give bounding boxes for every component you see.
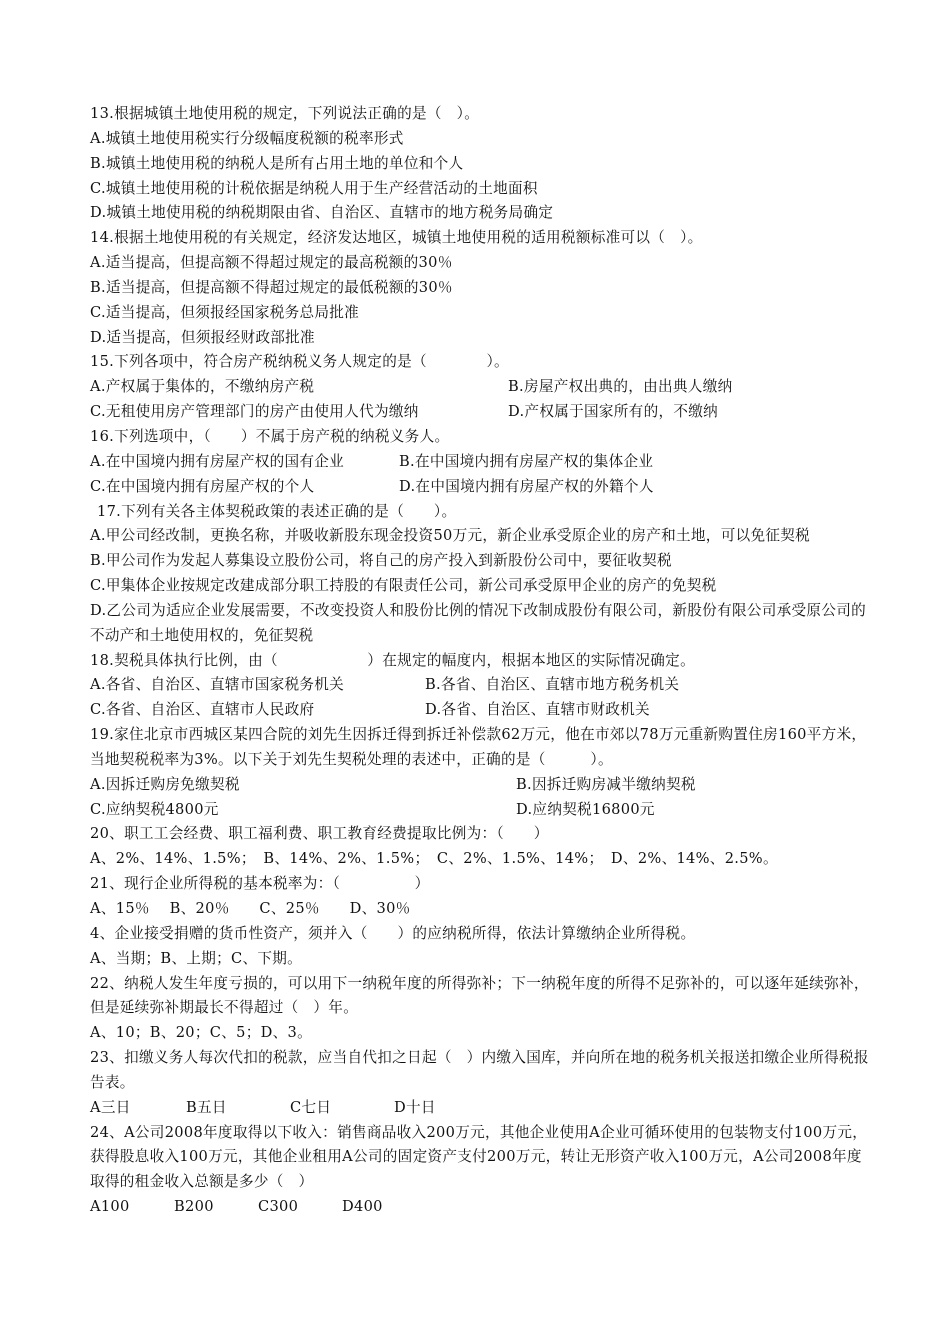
question-21-options: A、15％ B、20％ C、25％ D、30％ <box>90 900 411 917</box>
question-15-option-d: D.产权属于国家所有的，不缴纳 <box>508 403 719 421</box>
question-17-option-a: A.甲公司经改制，更换名称，并吸收新股东现金投资50万元，新企业承受原企业的房产和土地，可以免征契税 <box>90 527 811 545</box>
question-16-options-row-1 <box>90 450 870 475</box>
question-15-options-row-1 <box>90 375 870 400</box>
question-14-option-a: A.适当提高，但提高额不得超过规定的最高税额的30％ <box>90 254 453 272</box>
question-4-stem: 4、企业接受捐赠的货币性资产，须并入（ ）的应纳税所得，依法计算缴纳企业所得税。 <box>90 924 696 942</box>
question-23-option-b: B五日 <box>186 1098 227 1116</box>
question-14-option-d: D.适当提高，但须报经财政部批准 <box>90 328 315 346</box>
question-23-option-a: A三日 <box>90 1098 131 1116</box>
question-16-option-c: C.在中国境内拥有房屋产权的个人 <box>90 477 315 495</box>
question-23-option-d: D十日 <box>394 1098 436 1116</box>
question-13-option-d: D.城镇土地使用税的纳税期限由省、自治区、直辖市的地方税务局确定 <box>90 204 554 222</box>
question-14-stem: 14.根据土地使用税的有关规定，经济发达地区，城镇土地使用税的适用税额标准可以（ ）。 <box>90 229 703 247</box>
question-13-option-a: A.城镇土地使用税实行分级幅度税额的税率形式 <box>90 129 404 147</box>
question-20-stem: 20、职工工会经费、职工福利费、职工教育经费提取比例为：（ ） <box>90 825 549 843</box>
question-24-stem: 24、A公司2008年度取得以下收入：销售商品收入200万元，其他企业使用A企业可循环使用的包装物支付100万元，获得股息收入100万元，其他企业租用A公司的固定资产支付200万元，转让无形资产收入100万元，A公司2008年度取得的租金收入总额是多少（ ） <box>90 1123 868 1191</box>
question-20-options: A、2%、14%、1.5%； B、14%、2%、1.5%； C、2%、1.5%、14%； D、2%、14%、2.5%。 <box>90 850 778 868</box>
question-24-option-a: A100 <box>90 1198 130 1216</box>
exam-document <box>90 102 870 1220</box>
question-21-stem: 21、现行企业所得税的基本税率为：（ ） <box>90 875 430 893</box>
question-15-stem: 15.下列各项中，符合房产税纳税义务人规定的是（ ）。 <box>90 353 509 371</box>
question-24-option-b: B200 <box>174 1198 214 1216</box>
question-19-option-c: C.应纳契税4800元 <box>90 800 219 818</box>
question-13-option-b: B.城镇土地使用税的纳税人是所有占用土地的单位和个人 <box>90 154 464 172</box>
question-23-options-row <box>90 1096 870 1121</box>
question-16-option-b: B.在中国境内拥有房屋产权的集体企业 <box>399 452 654 470</box>
question-14-option-b: B.适当提高，但提高额不得超过规定的最低税额的30％ <box>90 278 453 296</box>
question-15-option-b: B.房屋产权出典的，由出典人缴纳 <box>508 378 733 396</box>
question-13-option-c: C.城镇土地使用税的计税依据是纳税人用于生产经营活动的土地面积 <box>90 179 538 197</box>
question-18-option-a: A.各省、自治区、直辖市国家税务机关 <box>90 676 345 694</box>
question-16-stem: 16.下列选项中，（ ）不属于房产税的纳税义务人。 <box>90 427 450 445</box>
question-24-option-d: D400 <box>342 1198 383 1216</box>
question-23-stem: 23、扣缴义务人每次代扣的税款，应当自代扣之日起（ ）内缴入国库，并向所在地的税务机关报送扣缴企业所得税报告表。 <box>90 1049 869 1091</box>
question-16-option-d: D.在中国境内拥有房屋产权的外籍个人 <box>399 477 654 495</box>
question-19-options-row-2 <box>90 798 870 823</box>
question-19-stem: 19.家住北京市西城区某四合院的刘先生因拆迁得到拆迁补偿款62万元，他在市郊以78万元重新购置住房160平方米，当地契税税率为3%。以下关于刘先生契税处理的表述中，正确的是（ ）。 <box>90 726 867 768</box>
question-19-option-a: A.因拆迁购房免缴契税 <box>90 775 240 793</box>
question-15-options-row-2 <box>90 400 870 425</box>
question-18-stem: 18.契税具体执行比例，由（ ）在规定的幅度内，根据本地区的实际情况确定。 <box>90 651 695 669</box>
question-4-options: A、当期；B、上期；C、下期。 <box>90 949 303 967</box>
question-22-options: A、10；B、20；C、5；D、3。 <box>90 1024 312 1042</box>
question-13-stem: 13.根据城镇土地使用税的规定，下列说法正确的是（ ）。 <box>90 105 480 122</box>
question-17-option-c: C.甲集体企业按规定改建成部分职工持股的有限责任公司，新公司承受原甲企业的房产的免契税 <box>90 577 717 595</box>
question-24-options-row <box>90 1195 870 1220</box>
question-15-option-c: C.无租使用房产管理部门的房产由使用人代为缴纳 <box>90 403 419 421</box>
question-22-stem: 22、纳税人发生年度亏损的，可以用下一纳税年度的所得弥补；下一纳税年度的所得不足弥补的，可以逐年延续弥补，但是延续弥补期最长不得超过（ ）年。 <box>90 974 869 1017</box>
question-19-option-b: B.因拆迁购房减半缴纳契税 <box>516 775 696 793</box>
question-18-options-row-2 <box>90 698 870 723</box>
question-24-option-c: C300 <box>258 1198 299 1216</box>
question-19-options-row-1 <box>90 773 870 798</box>
question-16-option-a: A.在中国境内拥有房屋产权的国有企业 <box>90 452 345 470</box>
question-17-option-b: B.甲公司作为发起人募集设立股份公司，将自己的房产投入到新股份公司中，要征收契税 <box>90 552 672 570</box>
question-17-stem: 17.下列有关各主体契税政策的表述正确的是（ ）。 <box>97 502 457 520</box>
question-19-option-d: D.应纳契税16800元 <box>516 800 655 818</box>
question-15-option-a: A.产权属于集体的，不缴纳房产税 <box>90 378 315 396</box>
question-23-option-c: C七日 <box>290 1098 332 1116</box>
question-18-option-b: B.各省、自治区、直辖市地方税务机关 <box>425 676 680 694</box>
question-18-options-row-1 <box>90 673 870 698</box>
question-18-option-c: C.各省、自治区、直辖市人民政府 <box>90 701 315 719</box>
question-17-option-d: D.乙公司为适应企业发展需要，不改变投资人和股份比例的情况下改制成股份有限公司，新股份有限公司承受原公司的不动产和土地使用权的，免征契税 <box>90 601 867 644</box>
question-18-option-d: D.各省、自治区、直辖市财政机关 <box>425 701 650 719</box>
question-14-option-c: C.适当提高，但须报经国家税务总局批准 <box>90 303 360 321</box>
question-16-options-row-2 <box>90 475 870 500</box>
